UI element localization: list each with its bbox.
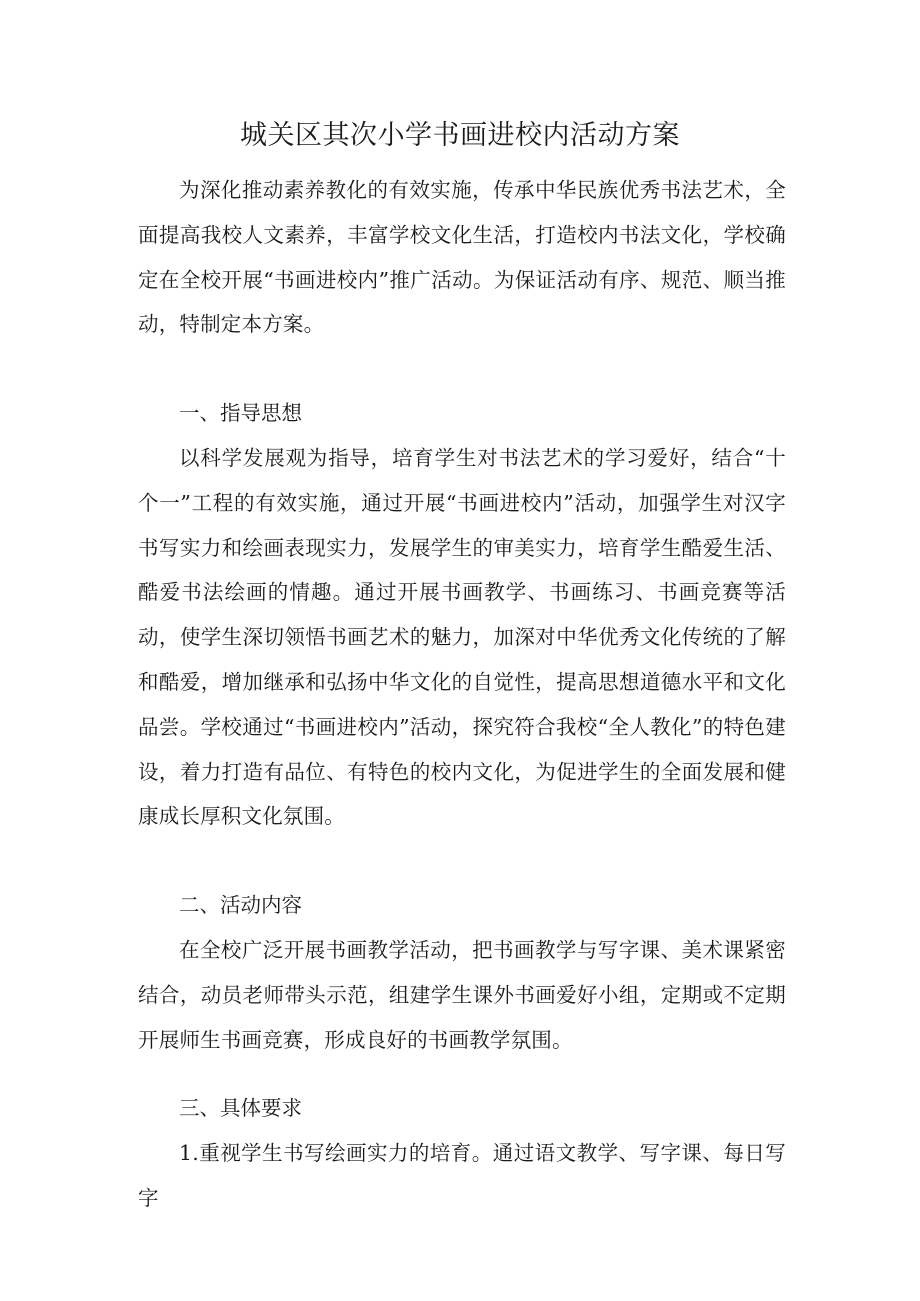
section-body-activity-content: 在全校广泛开展书画教学活动，把书画教学与写字课、美术课紧密结合，动员老师带头示范，组建学生课外书画爱好小组，定期或不定期开展师生书画竞赛，形成良好的书画教学氛围。 xyxy=(138,938,786,1052)
section-heading-guiding-ideology: 一、指导思想 xyxy=(179,401,302,425)
section-body-guiding-ideology: 以科学发展观为指导，培育学生对书法艺术的学习爱好，结合“十个一”工程的有效实施，通过开展“书画进校内”活动，加强学生对汉字书写实力和绘画表现实力，发展学生的审美实力，培育学生酷爱生活、酷爱书法绘画的情趣。通过开展书画教学、书画练习、书画竞赛等活动，使学生深切领悟书画艺术的魅力，加深对中华优秀文化传统的了解和酷爱，增加继承和弘扬中华文化的自觉性，提高思想道德水平和文化品尝。学校通过“书画进校内”活动，探究符合我校“全人教化”的特色建设，着力打造有品位、有特色的校内文化，为促进学生的全面发展和健康成长厚积文化氛围。 xyxy=(138,446,786,829)
section-heading-specific-requirements: 三、具体要求 xyxy=(179,1096,302,1120)
section-heading-activity-content: 二、活动内容 xyxy=(179,893,302,917)
section-body-specific-requirements: 1.重视学生书写绘画实力的培育。通过语文教学、写字课、每日写字 xyxy=(138,1141,786,1210)
document-title: 城关区其次小学书画进校内活动方案 xyxy=(240,120,680,151)
intro-paragraph: 为深化推动素养教化的有效实施，传承中华民族优秀书法艺术，全面提高我校人文素养，丰富学校文化生活，打造校内书法文化，学校确定在全校开展“书画进校内”推广活动。为保证活动有序、规范、顺当推动，特制定本方案。 xyxy=(138,178,786,337)
